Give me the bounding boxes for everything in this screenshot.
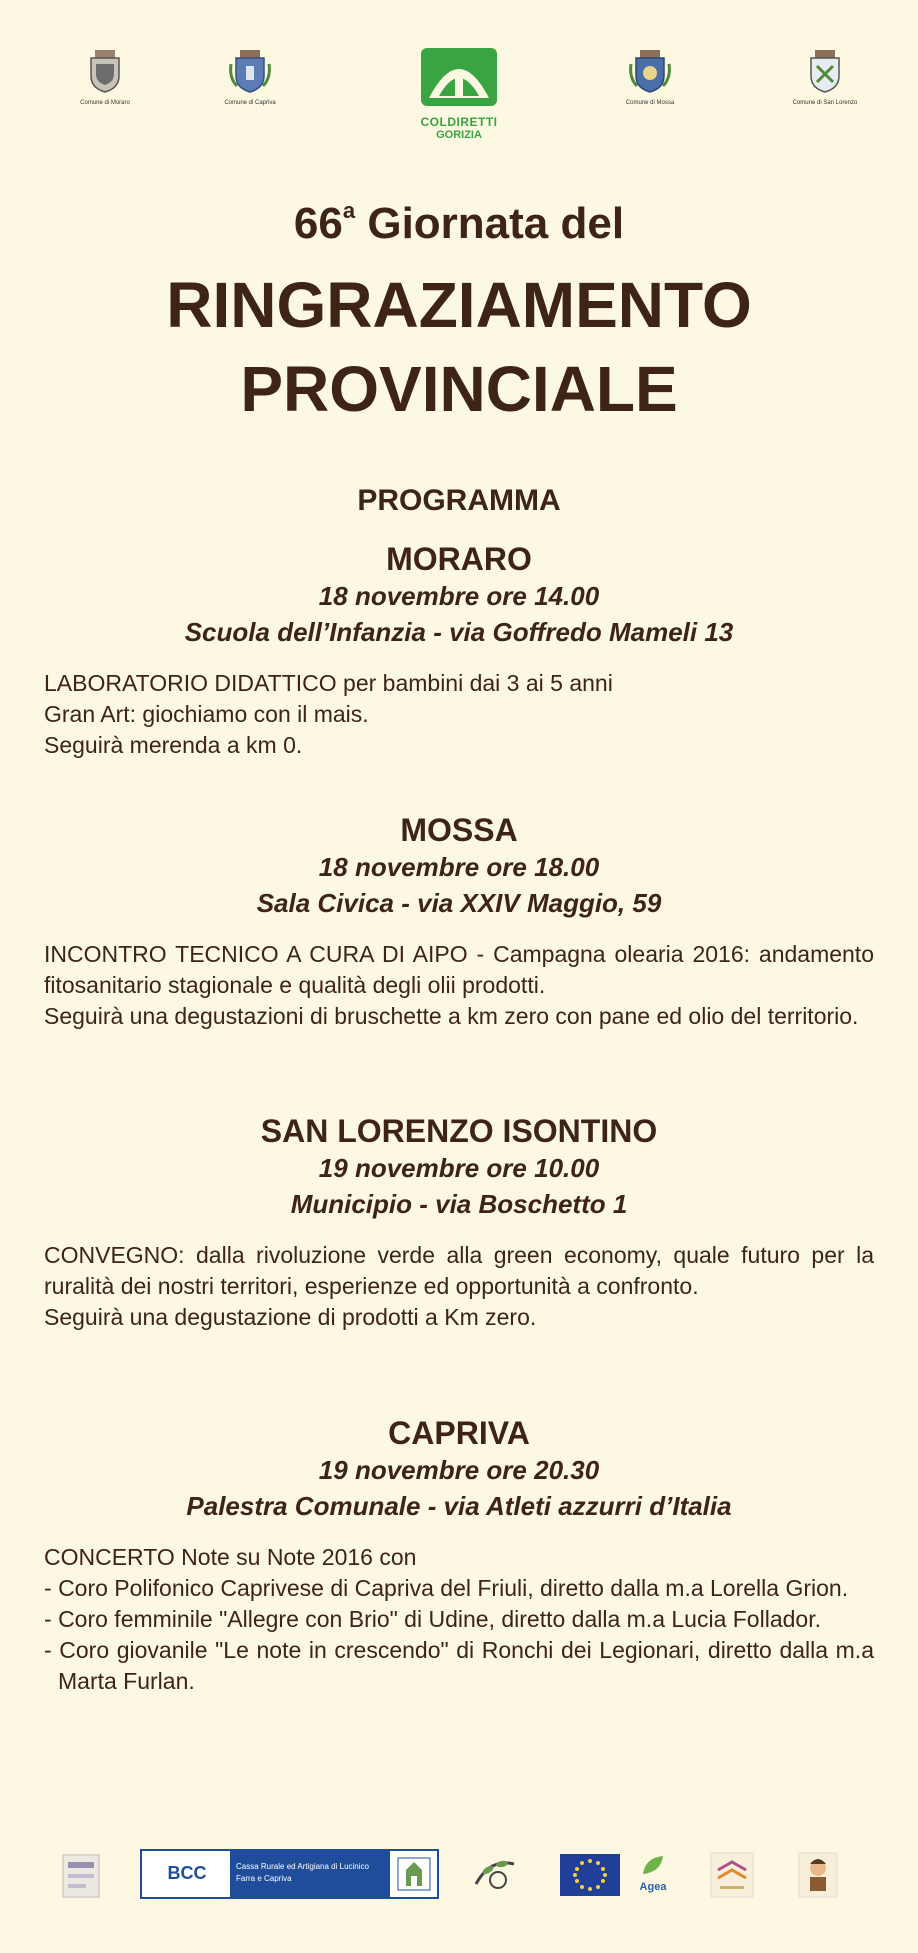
event-venue: Sala Civica - via XXIV Maggio, 59 xyxy=(256,888,662,918)
sponsor-logos xyxy=(60,1840,860,1910)
coat-of-arms-icon xyxy=(805,48,845,94)
event-date: 18 novembre ore 18.00 xyxy=(318,852,600,882)
mascot-icon xyxy=(798,1852,838,1898)
logo-caption: Comune di Mossa xyxy=(625,100,675,106)
san-lorenzo-crest xyxy=(760,48,890,106)
event-place: MOSSA xyxy=(400,812,518,848)
event-description xyxy=(44,668,874,761)
sponsor-badge-icon xyxy=(62,1854,100,1898)
coat-of-arms-icon xyxy=(227,48,273,94)
coldiretti-logo xyxy=(404,46,514,141)
event-date: 18 novembre ore 14.00 xyxy=(318,581,600,611)
agea-logo xyxy=(628,1854,678,1896)
choir-item: - Coro femminile "Allegre con Brio" di Udine, diretto dalla m.a Lucia Follador. xyxy=(44,1604,874,1635)
capriva-crest xyxy=(185,48,315,106)
coldiretti-emblem-icon xyxy=(419,46,499,108)
programma-heading: PROGRAMMA xyxy=(357,484,561,517)
event-venue: Municipio - via Boschetto 1 xyxy=(290,1189,628,1219)
regional-emblem-icon xyxy=(710,1852,754,1898)
bcc-name: Cassa Rurale ed Artigiana di Lucinico Farra e Capriva xyxy=(230,1851,390,1897)
coldiretti-brand: COLDIRETTI xyxy=(420,115,498,129)
choir-item: - Coro giovanile "Le note in crescendo" di Ronchi dei Legionari, diretto dalla m.a Marta Furlan. xyxy=(44,1635,874,1697)
event-place: MORARO xyxy=(386,541,532,577)
event-mossa xyxy=(44,811,874,1032)
aipo-olive-icon xyxy=(470,1854,520,1894)
church-icon xyxy=(397,1857,431,1891)
leaf-icon xyxy=(641,1854,665,1876)
choir-list xyxy=(44,1573,874,1697)
mossa-crest xyxy=(585,48,715,106)
event-moraro xyxy=(44,540,874,761)
description-line: CONCERTO Note su Note 2016 con xyxy=(44,1544,417,1570)
description-line: Seguirà una degustazioni di bruschette a km zero con pane ed olio del territorio. xyxy=(44,1003,859,1029)
coldiretti-city: GORIZIA xyxy=(436,129,482,141)
description-line: Gran Art: giochiamo con il mais. xyxy=(44,701,369,727)
event-place: SAN LORENZO ISONTINO xyxy=(260,1113,658,1149)
event-date: 19 novembre ore 20.30 xyxy=(318,1455,600,1485)
bcc-logo: BCC xyxy=(167,1863,207,1883)
coat-of-arms-icon xyxy=(85,48,125,94)
coat-of-arms-icon xyxy=(627,48,673,94)
description-line: CONVEGNO: dalla rivoluzione verde alla green economy, quale futuro per la ruralità dei nostri territori, esperienze ed opportunità a confronto. xyxy=(44,1242,874,1299)
logo-caption: Comune di Capriva xyxy=(224,100,276,106)
bcc-banner xyxy=(140,1849,439,1899)
agea-label: Agea xyxy=(639,1881,667,1893)
event-place: CAPRIVA xyxy=(388,1415,530,1451)
description-line: Seguirà una degustazione di prodotti a Km zero. xyxy=(44,1304,537,1330)
event-venue: Palestra Comunale - via Atleti azzurri d’Italia xyxy=(186,1491,732,1521)
event-capriva xyxy=(44,1414,874,1697)
event-san-lorenzo xyxy=(44,1112,874,1333)
event-venue: Scuola dell’Infanzia - via Goffredo Mameli 13 xyxy=(184,617,734,647)
choir-item: - Coro Polifonico Caprivese di Capriva del Friuli, diretto dalla m.a Lorella Grion. xyxy=(44,1573,874,1604)
event-description xyxy=(44,1542,874,1697)
event-description xyxy=(44,1240,874,1333)
logo-caption: Comune di San Lorenzo xyxy=(792,100,858,106)
header-logos xyxy=(40,40,878,160)
title-line-1: 66$^a$ Giornata del xyxy=(293,198,625,248)
description-line: LABORATORIO DIDATTICO per bambini dai 3 ai 5 anni xyxy=(44,670,613,696)
title-line-2: RINGRAZIAMENTO xyxy=(166,269,752,341)
description-line: Seguirà merenda a km 0. xyxy=(44,732,303,758)
description-line: INCONTRO TECNICO A CURA DI AIPO - Campagna olearia 2016: andamento fitosanitario stagionale e qualità degli olii prodotti. xyxy=(44,941,874,998)
title-line-3: PROVINCIALE xyxy=(240,353,678,425)
event-date: 19 novembre ore 10.00 xyxy=(318,1153,600,1183)
logo-caption: Comune di Moraro xyxy=(80,100,130,106)
event-description xyxy=(44,939,874,1032)
moraro-crest xyxy=(40,48,170,106)
eu-flag-icon xyxy=(560,1854,620,1896)
